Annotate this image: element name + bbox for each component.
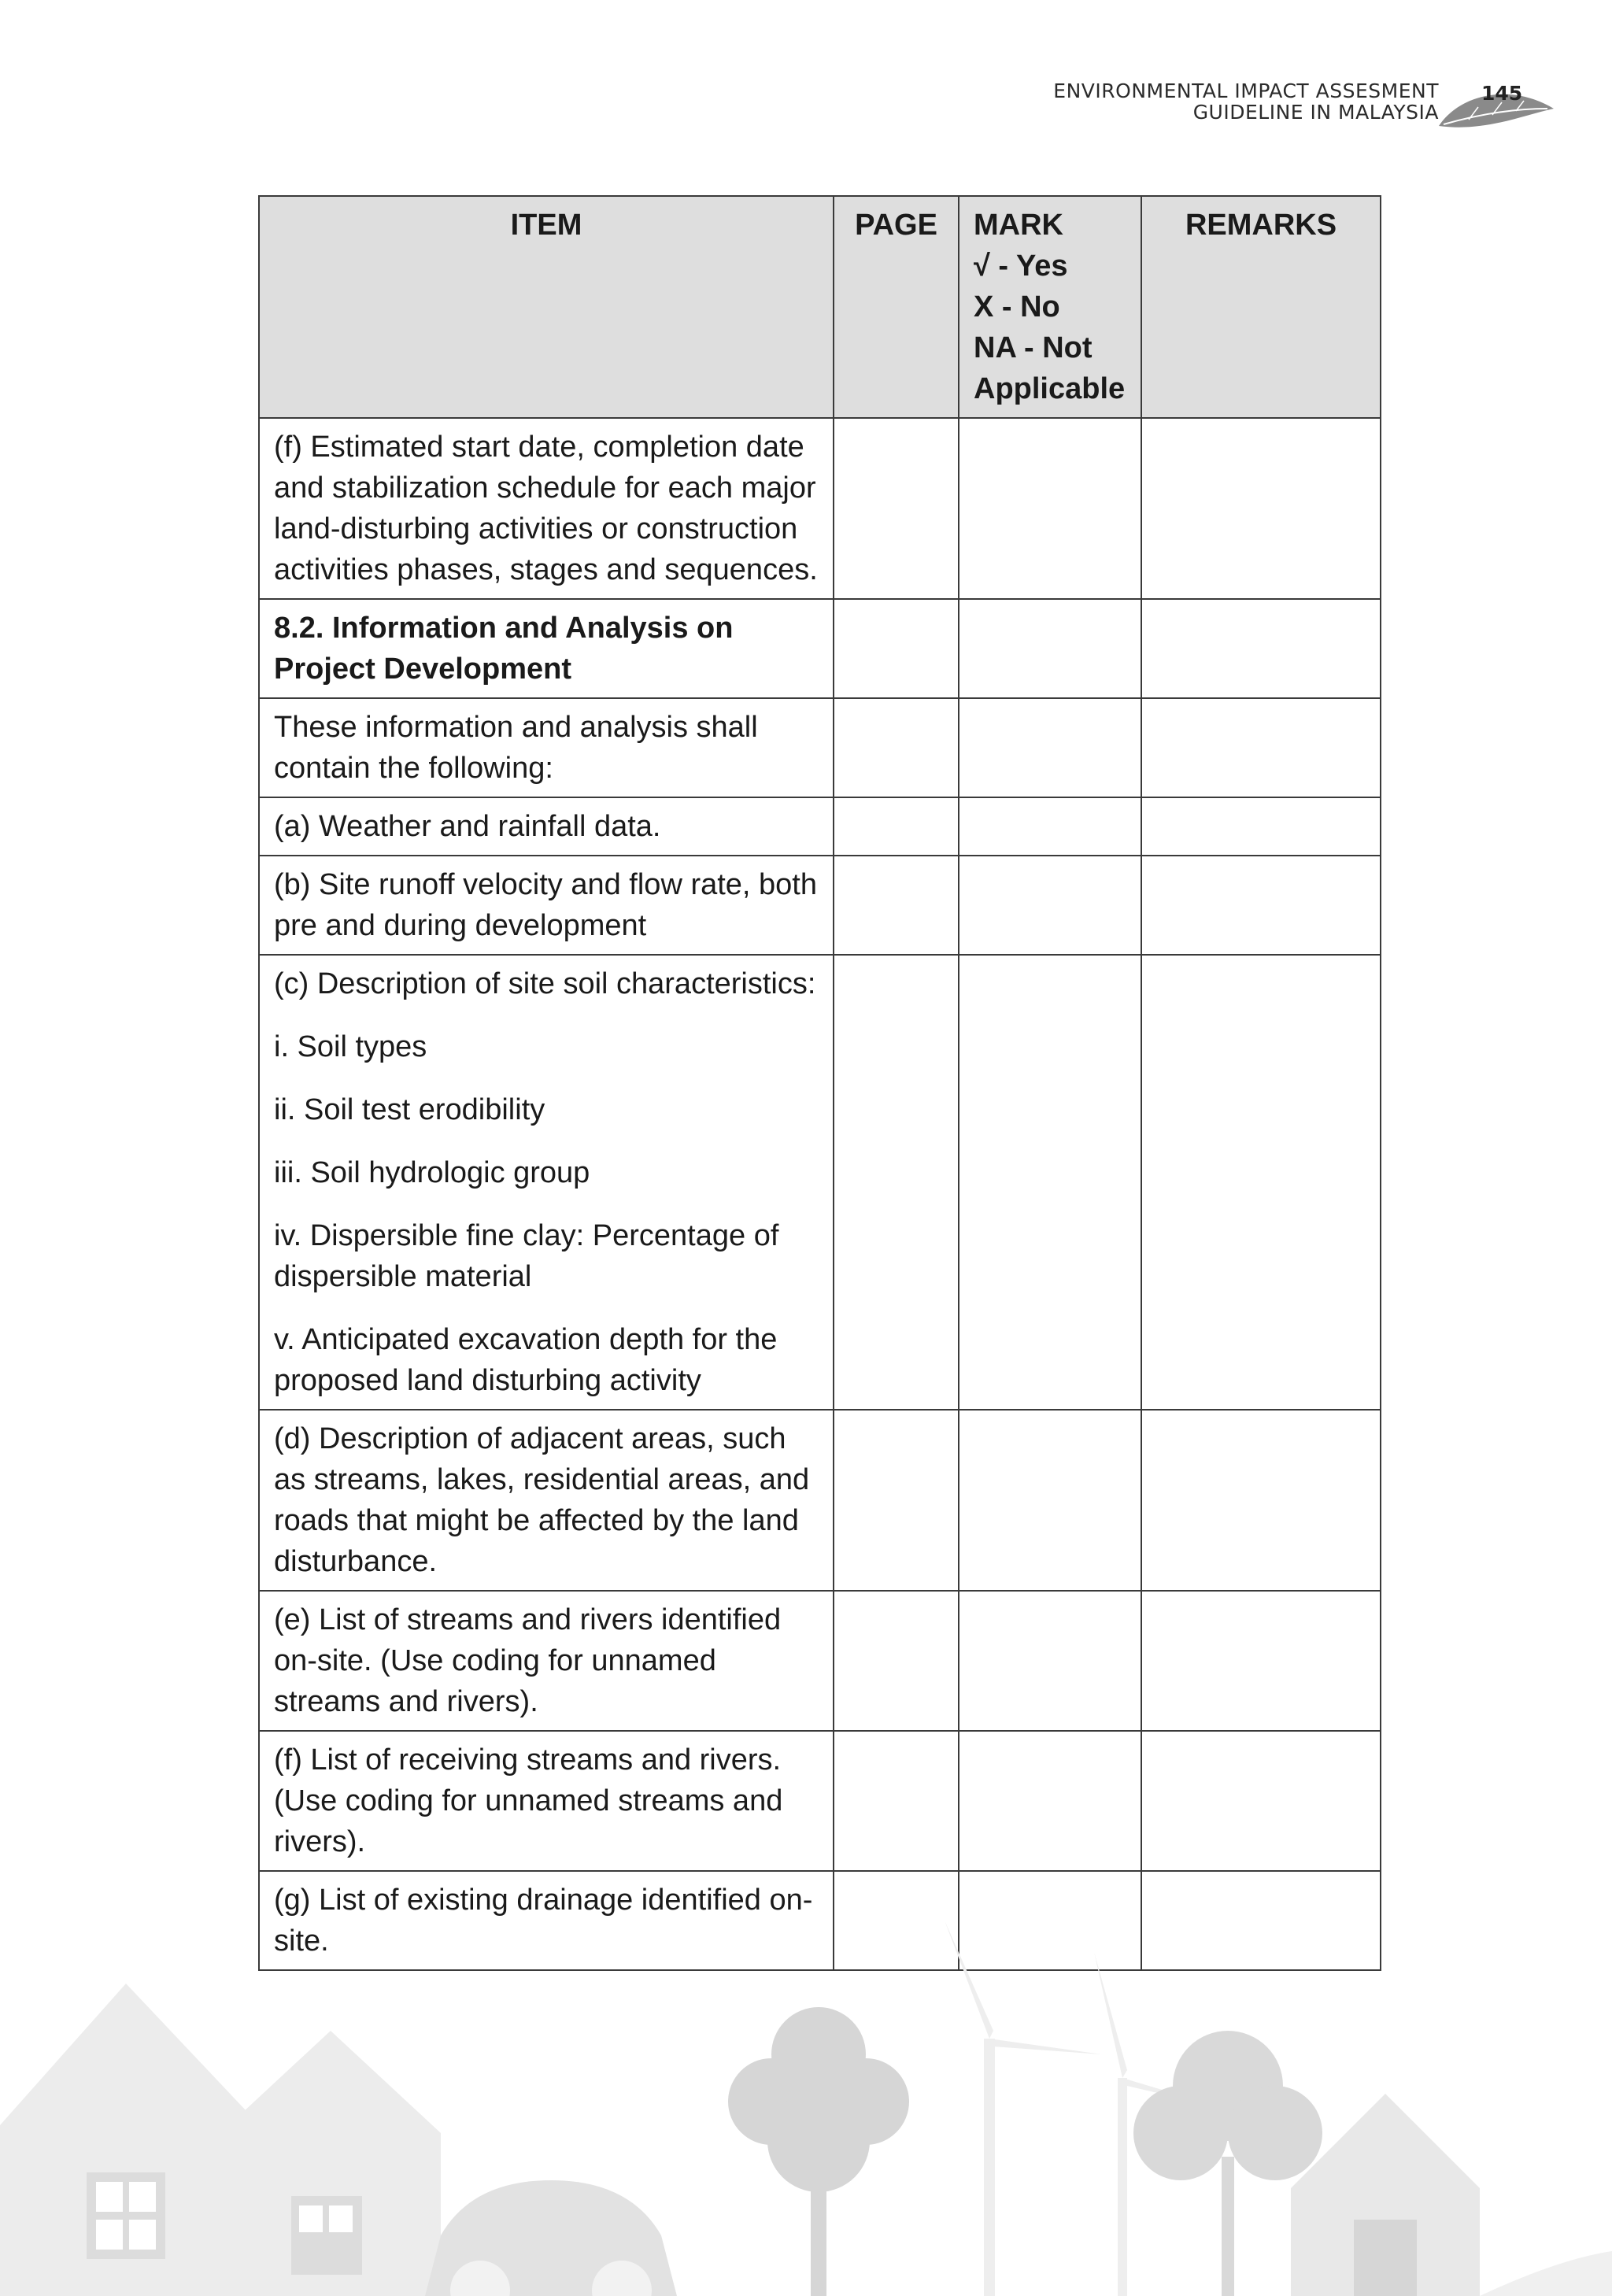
page-cell[interactable] xyxy=(834,698,959,797)
section-heading-cell: 8.2. Information and Analysis on Project Development xyxy=(259,599,834,698)
table-header-row xyxy=(259,196,1381,418)
remarks-cell[interactable] xyxy=(1141,418,1381,599)
page-cell[interactable] xyxy=(834,797,959,856)
mark-legend-title: MARK xyxy=(974,209,1063,242)
item-cell: (b) Site runoff velocity and flow rate, both pre and during development xyxy=(259,856,834,955)
table-row xyxy=(259,856,1381,955)
column-header-mark xyxy=(959,196,1141,418)
table-row xyxy=(259,1591,1381,1731)
page-cell[interactable] xyxy=(834,599,959,698)
mark-legend-no: X - No xyxy=(974,290,1060,324)
table-row xyxy=(259,418,1381,599)
item-cell: (e) List of streams and rivers identified on-site. (Use coding for unnamed streams and rivers). xyxy=(259,1591,834,1731)
column-header-page: PAGE xyxy=(834,196,959,418)
page-number: 145 xyxy=(1481,82,1523,105)
remarks-cell[interactable] xyxy=(1141,856,1381,955)
page-cell[interactable] xyxy=(834,955,959,1410)
mark-legend-na-cont: Applicable xyxy=(974,372,1126,405)
mark-legend-yes: √ - Yes xyxy=(974,250,1068,283)
remarks-cell[interactable] xyxy=(1141,797,1381,856)
remarks-cell[interactable] xyxy=(1141,1731,1381,1871)
item-subline: v. Anticipated excavation depth for the proposed land disturbing activity xyxy=(274,1323,778,1397)
item-cell: (a) Weather and rainfall data. xyxy=(259,797,834,856)
mark-cell[interactable] xyxy=(959,1731,1141,1871)
mark-cell[interactable] xyxy=(959,418,1141,599)
item-subline: iii. Soil hydrologic group xyxy=(274,1156,590,1189)
item-subline: ii. Soil test erodibility xyxy=(274,1093,545,1126)
remarks-cell[interactable] xyxy=(1141,698,1381,797)
mark-cell[interactable] xyxy=(959,599,1141,698)
item-cell: (f) List of receiving streams and rivers. (Use coding for unnamed streams and rivers). xyxy=(259,1731,834,1871)
mark-legend-na: NA - Not xyxy=(974,331,1093,364)
mark-cell[interactable] xyxy=(959,955,1141,1410)
column-header-item: ITEM xyxy=(259,196,834,418)
table-row xyxy=(259,1410,1381,1591)
checklist-table xyxy=(258,195,1381,1971)
table-row xyxy=(259,1731,1381,1871)
header-title-line1: ENVIRONMENTAL IMPACT ASSESMENT xyxy=(1053,79,1439,102)
column-header-remarks: REMARKS xyxy=(1141,196,1381,418)
house-illustration-left xyxy=(0,1984,441,2296)
mark-cell[interactable] xyxy=(959,698,1141,797)
mark-cell[interactable] xyxy=(959,797,1141,856)
table-row xyxy=(259,698,1381,797)
running-header xyxy=(1053,80,1439,123)
item-cell: (f) Estimated start date, completion date and stabilization schedule for each major land-disturbing activities or construction activities phases, stages and sequences. xyxy=(259,418,834,599)
background-illustration xyxy=(0,1921,1612,2296)
remarks-cell[interactable] xyxy=(1141,1410,1381,1591)
page-cell[interactable] xyxy=(834,1731,959,1871)
item-subline: i. Soil types xyxy=(274,1030,427,1063)
car-illustration xyxy=(425,2180,677,2296)
page-cell[interactable] xyxy=(834,1410,959,1591)
table-row xyxy=(259,599,1381,698)
remarks-cell[interactable] xyxy=(1141,1591,1381,1731)
item-cell xyxy=(259,955,834,1410)
header-title-line2: GUIDELINE IN MALAYSIA xyxy=(1192,101,1439,124)
item-cell: (d) Description of adjacent areas, such as streams, lakes, residential areas, and roads that might be affected by the land disturbance. xyxy=(259,1410,834,1591)
remarks-cell[interactable] xyxy=(1141,599,1381,698)
mark-cell[interactable] xyxy=(959,1591,1141,1731)
page-cell[interactable] xyxy=(834,1591,959,1731)
tree-illustration xyxy=(728,2007,909,2296)
item-cell: These information and analysis shall contain the following: xyxy=(259,698,834,797)
mark-cell[interactable] xyxy=(959,856,1141,955)
item-subline: iv. Dispersible fine clay: Percentage of dispersible material xyxy=(274,1219,779,1293)
remarks-cell[interactable] xyxy=(1141,955,1381,1410)
item-line: (c) Description of site soil characteristics: xyxy=(274,967,816,1000)
mark-cell[interactable] xyxy=(959,1410,1141,1591)
table-row xyxy=(259,955,1381,1410)
page-cell[interactable] xyxy=(834,418,959,599)
table-row xyxy=(259,797,1381,856)
item-cell: (g) List of existing drainage identified on-site. xyxy=(259,1871,834,1970)
page-cell[interactable] xyxy=(834,856,959,955)
